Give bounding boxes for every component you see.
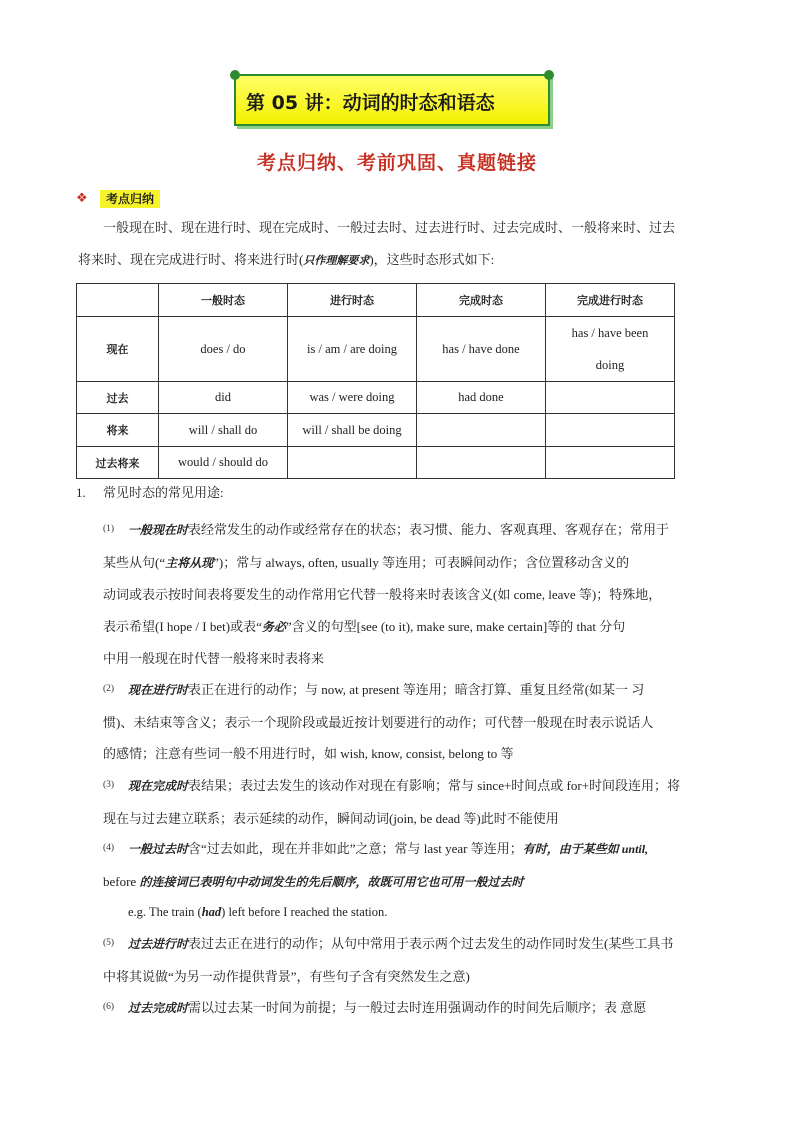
row-label: 现在 — [77, 317, 159, 382]
intro-text: 将来时、现在完成进行时、将来进行时( — [78, 252, 304, 267]
table-cell — [546, 414, 675, 447]
keyword: 务必 — [261, 619, 286, 634]
example-text: e.g. The train ( — [128, 905, 202, 919]
page-title: 第 05 讲：动词的时态和语态 — [246, 92, 495, 114]
table-header-cell: 一般时态 — [159, 284, 288, 317]
item-line — [128, 770, 719, 803]
table-header-cell: 进行时态 — [288, 284, 417, 317]
table-cell: will / shall be doing — [288, 414, 417, 447]
item-line: 现在与过去建立联系；表示延续的动作，瞬间动词(join, be dead 等)此时不能使用 — [103, 810, 559, 826]
item-text: 表正在进行的动作；与 now, at present 等连用；暗含打算、重复且经常(如某一 习 — [188, 682, 645, 697]
keyword: 现在进行时 — [128, 683, 189, 697]
item-text: 含“过去如此，现在并非如此”之意；常与 last year 等连用； — [188, 841, 523, 856]
item-line — [128, 928, 719, 961]
list-number: 1. — [76, 485, 86, 500]
table-cell: had done — [417, 382, 546, 414]
title-banner — [234, 74, 550, 126]
list-item — [103, 770, 719, 834]
item-line — [128, 833, 719, 866]
diamond-icon: ❖ — [76, 191, 88, 206]
example-text-end: ) left before I reached the station. — [221, 905, 388, 919]
table-cell: does / do — [159, 317, 288, 382]
keyword: 一般过去时 — [128, 842, 189, 856]
item-line — [103, 866, 719, 899]
item-line — [103, 547, 719, 580]
keyword: 一般现在时 — [128, 523, 189, 537]
table-cell: is / am / are doing — [288, 317, 417, 382]
list-item — [103, 674, 719, 770]
keyword: 过去进行时 — [128, 937, 189, 951]
item-marker: (6) — [103, 1002, 115, 1012]
item-text: 需以过去某一时间为前提；与一般过去时连用强调动作的时间先后顺序；表 意愿 — [188, 1000, 647, 1015]
item-text: 某些从句(“ — [103, 554, 166, 570]
table-header-cell — [77, 284, 159, 317]
table-row — [77, 317, 675, 382]
item-marker: (2) — [103, 684, 115, 694]
table-header-cell: 完成时态 — [417, 284, 546, 317]
item-text: ”)；常与 always, often, usually 等连用；可表瞬间动作；含位置移动含义的 — [213, 554, 630, 570]
item-marker: (4) — [103, 843, 115, 853]
table-cell: has / have been doing — [546, 317, 675, 382]
item-text: ”含义的句型[see (to it), make sure, make certain]等的 that 分句 — [285, 618, 626, 634]
table-cell: was / were doing — [288, 382, 417, 414]
item-text: before — [103, 873, 140, 889]
table-cell — [417, 414, 546, 447]
keyword: 主将从现 — [165, 555, 214, 570]
keyword: 有时，由于某些如 until, — [522, 842, 649, 856]
example-sentence — [128, 896, 387, 928]
page-subtitle: 考点归纳、考前巩固、真题链接 — [256, 152, 537, 174]
keyword: 过去完成时 — [128, 1001, 189, 1015]
item-text: 表结果；表过去发生的该动作对现在有影响；常与 since+时间点或 for+时间段连用；将 — [188, 778, 681, 793]
table-row — [77, 447, 675, 479]
row-label: 过去 — [77, 382, 159, 414]
item-marker: (5) — [103, 938, 115, 948]
tense-table — [76, 283, 675, 479]
intro-paragraph — [78, 212, 718, 277]
item-line — [128, 514, 719, 547]
table-cell — [288, 447, 417, 479]
list-heading — [76, 482, 224, 501]
item-marker: (3) — [103, 780, 115, 790]
table-cell — [417, 447, 546, 479]
item-text: 表经常发生的动作或经常存在的状态；表习惯、能力、客观真理、客观存在；常用于 — [188, 522, 670, 537]
item-line — [128, 674, 719, 707]
table-cell: will / shall do — [159, 414, 288, 447]
section-label: 考点归纳 — [100, 190, 160, 208]
list-item — [103, 928, 719, 992]
item-line: 惯)、未结束等含义；表示一个现阶段或最近按计划要进行的动作；可代替一般现在时表示说话人 — [103, 714, 654, 730]
item-text: 表过去正在进行的动作；从句中常用于表示两个过去发生的动作同时发生(某些工具书 — [188, 936, 674, 951]
list-heading-text: 常见时态的常见用途: — [103, 485, 224, 500]
keyword: 的连接词已表明句中动词发生的先后顺序，故既可用它也可用一般过去时 — [139, 874, 524, 889]
table-header-cell: 完成进行时态 — [546, 284, 675, 317]
intro-line-2 — [78, 244, 718, 277]
item-line — [128, 992, 719, 1025]
list-item — [103, 992, 719, 1025]
table-cell — [546, 447, 675, 479]
item-text: 表示希望(I hope / I bet)或表“ — [103, 618, 262, 634]
item-marker: (1) — [103, 524, 115, 534]
row-label: 过去将来 — [77, 447, 159, 479]
item-line: 动词或表示按时间表将要发生的动作常用它代替一般将来时表该含义(如 come, leave 等)；特殊地， — [103, 587, 662, 602]
intro-emphasis: 只作理解要求 — [303, 255, 370, 267]
table-cell: has / have done — [417, 317, 546, 382]
example-emphasis: had — [201, 905, 222, 919]
item-line: 中用一般现在时代替一般将来时表将来 — [103, 651, 325, 666]
list-item — [103, 833, 719, 898]
table-cell: did — [159, 382, 288, 414]
row-label: 将来 — [77, 414, 159, 447]
table-header-row — [77, 284, 675, 317]
item-line: 的感情；注意有些词一般不用进行时，如 wish, know, consist, belong to 等 — [103, 746, 514, 761]
table-row — [77, 414, 675, 447]
intro-line-1: 一般现在时、现在进行时、现在完成时、一般过去时、过去进行时、过去完成时、一般将来时、过去 — [103, 220, 676, 235]
list-item — [103, 514, 719, 675]
intro-text-end: )，这些时态形式如下: — [369, 252, 495, 267]
item-line: 中将其说做“为另一动作提供背景”，有些句子含有突然发生之意) — [103, 968, 470, 984]
table-row — [77, 382, 675, 414]
table-cell — [546, 382, 675, 414]
keyword: 现在完成时 — [128, 779, 189, 793]
item-line — [103, 611, 719, 644]
table-cell: would / should do — [159, 447, 288, 479]
